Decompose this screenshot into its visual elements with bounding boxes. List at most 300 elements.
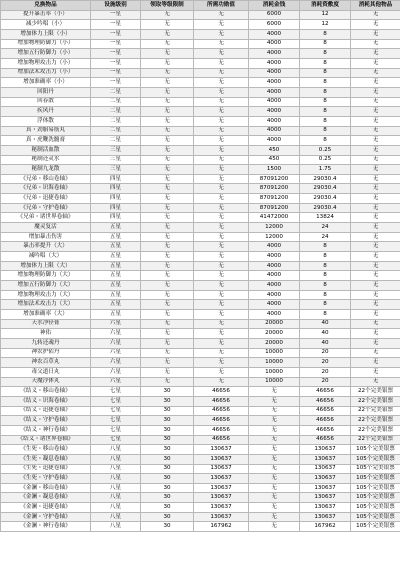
table-row	[1, 329, 400, 339]
cell-other-items: 无	[351, 281, 400, 291]
cell-level-limit: 无	[141, 358, 194, 368]
cell-other-items: 22个完美银票	[351, 416, 400, 426]
cell-money-cost: 无	[249, 445, 300, 455]
cell-merit-required: 167962	[194, 522, 249, 532]
cell-item: 《兄弟・迅捷卷轴》	[1, 194, 91, 204]
cell-item: 九转还魂丹	[1, 338, 91, 348]
cell-other-items: 105个完美银票	[351, 522, 400, 532]
cell-merit-required: 无	[194, 68, 249, 78]
table-row	[1, 319, 400, 329]
cell-level-limit: 30	[141, 474, 194, 484]
cell-level-limit: 无	[141, 252, 194, 262]
cell-level-limit: 无	[141, 300, 194, 310]
table-row	[1, 97, 400, 107]
cell-merit-required: 无	[194, 116, 249, 126]
cell-item: 增加准确率（大）	[1, 310, 91, 320]
cell-facility-level: 七星	[91, 387, 141, 397]
table-row	[1, 338, 400, 348]
cell-resource-cost: 8	[300, 290, 351, 300]
cell-item: 疾风丹	[1, 107, 91, 117]
cell-level-limit: 无	[141, 377, 194, 387]
cell-level-limit: 无	[141, 261, 194, 271]
cell-money-cost: 87091200	[249, 203, 300, 213]
table-row	[1, 503, 400, 513]
cell-resource-cost: 40	[300, 319, 351, 329]
cell-other-items: 无	[351, 203, 400, 213]
table-row	[1, 223, 400, 233]
cell-facility-level: 八星	[91, 445, 141, 455]
cell-facility-level: 三星	[91, 155, 141, 165]
table-row	[1, 174, 400, 184]
cell-money-cost: 10000	[249, 358, 300, 368]
cell-other-items: 无	[351, 107, 400, 117]
cell-resource-cost: 130637	[300, 503, 351, 513]
header-level-limit: 领取等级限制	[141, 1, 194, 11]
cell-item: 天水净径膏	[1, 319, 91, 329]
cell-facility-level: 七星	[91, 435, 141, 445]
cell-item: 增加暴击伤害	[1, 232, 91, 242]
cell-merit-required: 无	[194, 136, 249, 146]
cell-resource-cost: 8	[300, 39, 351, 49]
cell-level-limit: 30	[141, 483, 194, 493]
table-row	[1, 39, 400, 49]
cell-merit-required: 46656	[194, 396, 249, 406]
cell-money-cost: 4000	[249, 242, 300, 252]
cell-other-items: 无	[351, 78, 400, 88]
cell-resource-cost: 130637	[300, 493, 351, 503]
cell-other-items: 无	[351, 174, 400, 184]
cell-resource-cost: 46656	[300, 387, 351, 397]
cell-other-items: 105个完美银票	[351, 474, 400, 484]
cell-item: 真・劲胎易筋丸	[1, 126, 91, 136]
cell-other-items: 无	[351, 261, 400, 271]
cell-level-limit: 无	[141, 58, 194, 68]
cell-money-cost: 10000	[249, 367, 300, 377]
table-row	[1, 396, 400, 406]
cell-facility-level: 七星	[91, 425, 141, 435]
cell-level-limit: 无	[141, 367, 194, 377]
cell-merit-required: 130637	[194, 493, 249, 503]
cell-money-cost: 4000	[249, 29, 300, 39]
cell-money-cost: 无	[249, 387, 300, 397]
cell-money-cost: 4000	[249, 290, 300, 300]
cell-resource-cost: 8	[300, 281, 351, 291]
table-row	[1, 126, 400, 136]
cell-money-cost: 4000	[249, 281, 300, 291]
table-row	[1, 445, 400, 455]
cell-facility-level: 五星	[91, 252, 141, 262]
cell-merit-required: 无	[194, 49, 249, 59]
cell-facility-level: 一星	[91, 78, 141, 88]
cell-facility-level: 六星	[91, 338, 141, 348]
table-row	[1, 474, 400, 484]
table-row	[1, 78, 400, 88]
cell-item: 《金澜・迅捷卷轴》	[1, 503, 91, 513]
cell-merit-required: 无	[194, 107, 249, 117]
cell-merit-required: 无	[194, 358, 249, 368]
cell-money-cost: 无	[249, 435, 300, 445]
cell-facility-level: 四星	[91, 184, 141, 194]
cell-item: 《结义・诸世界卷轴》	[1, 435, 91, 445]
table-row	[1, 310, 400, 320]
cell-level-limit: 无	[141, 78, 194, 88]
cell-other-items: 无	[351, 29, 400, 39]
cell-money-cost: 1500	[249, 165, 300, 175]
cell-level-limit: 30	[141, 512, 194, 522]
cell-facility-level: 八星	[91, 503, 141, 513]
cell-facility-level: 八星	[91, 493, 141, 503]
cell-merit-required: 无	[194, 261, 249, 271]
header-money-cost: 消耗金钱	[249, 1, 300, 11]
cell-facility-level: 八星	[91, 454, 141, 464]
cell-item: 增加体力上限（大）	[1, 261, 91, 271]
cell-merit-required: 130637	[194, 503, 249, 513]
cell-item: 神佑	[1, 329, 91, 339]
cell-other-items: 无	[351, 39, 400, 49]
table-row	[1, 49, 400, 59]
cell-level-limit: 无	[141, 20, 194, 30]
cell-item: 回阳丹	[1, 87, 91, 97]
cell-facility-level: 四星	[91, 174, 141, 184]
table-row	[1, 493, 400, 503]
cell-item: 《金澜・神行卷轴》	[1, 522, 91, 532]
cell-other-items: 无	[351, 232, 400, 242]
cell-item: 增加物理防御力（小）	[1, 39, 91, 49]
cell-level-limit: 无	[141, 194, 194, 204]
cell-merit-required: 无	[194, 97, 249, 107]
cell-merit-required: 无	[194, 338, 249, 348]
cell-money-cost: 无	[249, 512, 300, 522]
table-row	[1, 387, 400, 397]
cell-resource-cost: 130637	[300, 464, 351, 474]
cell-merit-required: 无	[194, 348, 249, 358]
table-row	[1, 68, 400, 78]
cell-facility-level: 五星	[91, 223, 141, 233]
cell-money-cost: 10000	[249, 377, 300, 387]
cell-level-limit: 无	[141, 97, 194, 107]
table-row	[1, 377, 400, 387]
cell-money-cost: 无	[249, 474, 300, 484]
cell-facility-level: 二星	[91, 116, 141, 126]
cell-money-cost: 450	[249, 155, 300, 165]
cell-level-limit: 30	[141, 503, 194, 513]
cell-other-items: 22个完美银票	[351, 387, 400, 397]
cell-other-items: 22个完美银票	[351, 406, 400, 416]
cell-resource-cost: 29030.4	[300, 184, 351, 194]
cell-level-limit: 30	[141, 464, 194, 474]
cell-level-limit: 无	[141, 242, 194, 252]
cell-level-limit: 30	[141, 406, 194, 416]
cell-level-limit: 30	[141, 522, 194, 532]
cell-money-cost: 4000	[249, 310, 300, 320]
cell-resource-cost: 130637	[300, 512, 351, 522]
table-row	[1, 271, 400, 281]
cell-item: 增加五行防御力（大）	[1, 281, 91, 291]
cell-facility-level: 六星	[91, 377, 141, 387]
cell-merit-required: 无	[194, 10, 249, 20]
cell-level-limit: 30	[141, 387, 194, 397]
cell-other-items: 105个完美银票	[351, 493, 400, 503]
cell-other-items: 105个完美银票	[351, 503, 400, 513]
cell-money-cost: 10000	[249, 348, 300, 358]
table-row	[1, 203, 400, 213]
cell-resource-cost: 29030.4	[300, 174, 351, 184]
cell-facility-level: 八星	[91, 522, 141, 532]
cell-level-limit: 无	[141, 184, 194, 194]
cell-item: 《金澜・凝息卷轴》	[1, 493, 91, 503]
cell-facility-level: 三星	[91, 165, 141, 175]
cell-resource-cost: 8	[300, 126, 351, 136]
cell-money-cost: 无	[249, 493, 300, 503]
cell-money-cost: 4000	[249, 49, 300, 59]
cell-resource-cost: 8	[300, 58, 351, 68]
cell-facility-level: 五星	[91, 261, 141, 271]
cell-level-limit: 无	[141, 165, 194, 175]
cell-item: 神农百草丸	[1, 358, 91, 368]
table-row	[1, 483, 400, 493]
cell-facility-level: 四星	[91, 213, 141, 223]
cell-level-limit: 无	[141, 329, 194, 339]
cell-resource-cost: 40	[300, 329, 351, 339]
cell-item: 《金澜・移山卷轴》	[1, 483, 91, 493]
table-row	[1, 454, 400, 464]
cell-resource-cost: 8	[300, 261, 351, 271]
cell-merit-required: 无	[194, 310, 249, 320]
cell-other-items: 无	[351, 213, 400, 223]
cell-resource-cost: 46656	[300, 425, 351, 435]
table-row	[1, 416, 400, 426]
cell-level-limit: 无	[141, 232, 194, 242]
cell-level-limit: 无	[141, 116, 194, 126]
cell-level-limit: 30	[141, 493, 194, 503]
cell-resource-cost: 8	[300, 97, 351, 107]
cell-level-limit: 无	[141, 68, 194, 78]
cell-other-items: 无	[351, 329, 400, 339]
table-row	[1, 464, 400, 474]
cell-other-items: 无	[351, 87, 400, 97]
cell-item: 神农护佑丹	[1, 348, 91, 358]
cell-facility-level: 八星	[91, 464, 141, 474]
cell-facility-level: 六星	[91, 367, 141, 377]
cell-level-limit: 无	[141, 126, 194, 136]
cell-facility-level: 五星	[91, 271, 141, 281]
cell-level-limit: 无	[141, 145, 194, 155]
cell-level-limit: 无	[141, 29, 194, 39]
cell-resource-cost: 8	[300, 136, 351, 146]
cell-money-cost: 87091200	[249, 194, 300, 204]
cell-level-limit: 无	[141, 223, 194, 233]
cell-money-cost: 无	[249, 425, 300, 435]
cell-level-limit: 无	[141, 290, 194, 300]
cell-merit-required: 无	[194, 20, 249, 30]
cell-facility-level: 八星	[91, 483, 141, 493]
cell-item: 增加物理防御力（大）	[1, 271, 91, 281]
cell-level-limit: 无	[141, 136, 194, 146]
cell-item: 增加物理攻击力（小）	[1, 58, 91, 68]
cell-item: 《结义・守护卷轴》	[1, 416, 91, 426]
cell-other-items: 无	[351, 184, 400, 194]
cell-money-cost: 无	[249, 406, 300, 416]
cell-other-items: 22个完美银票	[351, 425, 400, 435]
cell-item: 《生死・移山卷轴》	[1, 445, 91, 455]
cell-other-items: 无	[351, 367, 400, 377]
cell-other-items: 无	[351, 377, 400, 387]
cell-item: 《生死・迅捷卷轴》	[1, 464, 91, 474]
header-other-items: 消耗其他物品	[351, 1, 400, 11]
cell-facility-level: 七星	[91, 416, 141, 426]
cell-item: 《金澜・守护卷轴》	[1, 512, 91, 522]
cell-facility-level: 六星	[91, 348, 141, 358]
cell-resource-cost: 1.75	[300, 165, 351, 175]
cell-facility-level: 六星	[91, 319, 141, 329]
cell-item: 减少吟唱（小）	[1, 20, 91, 30]
cell-merit-required: 无	[194, 174, 249, 184]
cell-level-limit: 30	[141, 454, 194, 464]
cell-merit-required: 130637	[194, 483, 249, 493]
cell-resource-cost: 24	[300, 223, 351, 233]
cell-facility-level: 一星	[91, 20, 141, 30]
cell-other-items: 无	[351, 252, 400, 262]
table-row	[1, 29, 400, 39]
cell-merit-required: 无	[194, 78, 249, 88]
cell-item: 减吟唱（大）	[1, 252, 91, 262]
table-body	[1, 10, 400, 531]
cell-money-cost: 41472000	[249, 213, 300, 223]
cell-money-cost: 20000	[249, 338, 300, 348]
cell-item: 真・虎鞭洗髓膏	[1, 136, 91, 146]
cell-item: 增加法术攻击力（小）	[1, 68, 91, 78]
cell-item: 回春散	[1, 97, 91, 107]
cell-merit-required: 46656	[194, 435, 249, 445]
cell-facility-level: 三星	[91, 145, 141, 155]
table-row	[1, 145, 400, 155]
header-merit-required: 所需功勋值	[194, 1, 249, 11]
cell-resource-cost: 8	[300, 271, 351, 281]
cell-money-cost: 20000	[249, 329, 300, 339]
cell-resource-cost: 8	[300, 49, 351, 59]
cell-merit-required: 无	[194, 252, 249, 262]
table-row	[1, 367, 400, 377]
cell-resource-cost: 0.25	[300, 145, 351, 155]
cell-merit-required: 130637	[194, 445, 249, 455]
cell-other-items: 无	[351, 300, 400, 310]
cell-item: 秘制活血散	[1, 145, 91, 155]
table-row	[1, 281, 400, 291]
cell-money-cost: 4000	[249, 116, 300, 126]
cell-resource-cost: 8	[300, 310, 351, 320]
cell-item: 《兄弟・守护卷轴》	[1, 203, 91, 213]
cell-resource-cost: 46656	[300, 406, 351, 416]
table-row	[1, 435, 400, 445]
cell-other-items: 无	[351, 194, 400, 204]
cell-merit-required: 130637	[194, 454, 249, 464]
cell-merit-required: 无	[194, 155, 249, 165]
table-row	[1, 252, 400, 262]
cell-money-cost: 4000	[249, 261, 300, 271]
cell-other-items: 无	[351, 136, 400, 146]
cell-resource-cost: 130637	[300, 483, 351, 493]
cell-item: 《兄弟・移山卷轴》	[1, 174, 91, 184]
cell-resource-cost: 12	[300, 20, 351, 30]
table-row	[1, 406, 400, 416]
cell-money-cost: 87091200	[249, 174, 300, 184]
cell-merit-required: 无	[194, 367, 249, 377]
table-row	[1, 58, 400, 68]
cell-other-items: 无	[351, 155, 400, 165]
header-row	[1, 1, 400, 11]
cell-item: 天魔浮体丸	[1, 377, 91, 387]
cell-other-items: 无	[351, 126, 400, 136]
cell-facility-level: 四星	[91, 203, 141, 213]
cell-other-items: 无	[351, 242, 400, 252]
cell-facility-level: 五星	[91, 242, 141, 252]
cell-merit-required: 无	[194, 145, 249, 155]
table-row	[1, 232, 400, 242]
cell-facility-level: 四星	[91, 194, 141, 204]
header-item: 兑换物品	[1, 1, 91, 11]
cell-money-cost: 4000	[249, 136, 300, 146]
cell-item: 《生死・守护卷轴》	[1, 474, 91, 484]
table-row	[1, 184, 400, 194]
table-row	[1, 242, 400, 252]
cell-item: 《兄弟・识海卷轴》	[1, 184, 91, 194]
cell-resource-cost: 46656	[300, 396, 351, 406]
cell-resource-cost: 8	[300, 87, 351, 97]
table-row	[1, 300, 400, 310]
table-row	[1, 512, 400, 522]
table-row	[1, 165, 400, 175]
cell-other-items: 无	[351, 165, 400, 175]
cell-resource-cost: 20	[300, 348, 351, 358]
cell-level-limit: 无	[141, 281, 194, 291]
cell-money-cost: 无	[249, 454, 300, 464]
cell-merit-required: 无	[194, 290, 249, 300]
cell-other-items: 无	[351, 20, 400, 30]
cell-facility-level: 八星	[91, 512, 141, 522]
cell-money-cost: 4000	[249, 271, 300, 281]
cell-merit-required: 无	[194, 165, 249, 175]
cell-level-limit: 30	[141, 425, 194, 435]
cell-level-limit: 无	[141, 10, 194, 20]
cell-other-items: 105个完美银票	[351, 445, 400, 455]
cell-other-items: 无	[351, 319, 400, 329]
cell-other-items: 105个完美银票	[351, 464, 400, 474]
cell-level-limit: 30	[141, 445, 194, 455]
cell-money-cost: 87091200	[249, 184, 300, 194]
cell-facility-level: 一星	[91, 49, 141, 59]
table-row	[1, 87, 400, 97]
cell-item: 《生死・凝息卷轴》	[1, 454, 91, 464]
cell-item: 增加五行防御力（小）	[1, 49, 91, 59]
cell-level-limit: 30	[141, 396, 194, 406]
cell-level-limit: 无	[141, 107, 194, 117]
cell-facility-level: 二星	[91, 107, 141, 117]
cell-merit-required: 无	[194, 29, 249, 39]
cell-resource-cost: 8	[300, 29, 351, 39]
cell-other-items: 无	[351, 338, 400, 348]
table-row	[1, 10, 400, 20]
cell-merit-required: 46656	[194, 416, 249, 426]
cell-resource-cost: 0.25	[300, 155, 351, 165]
cell-other-items: 无	[351, 145, 400, 155]
cell-merit-required: 无	[194, 184, 249, 194]
cell-other-items: 无	[351, 10, 400, 20]
cell-facility-level: 二星	[91, 136, 141, 146]
cell-merit-required: 无	[194, 377, 249, 387]
cell-level-limit: 无	[141, 203, 194, 213]
cell-level-limit: 无	[141, 213, 194, 223]
cell-facility-level: 一星	[91, 58, 141, 68]
